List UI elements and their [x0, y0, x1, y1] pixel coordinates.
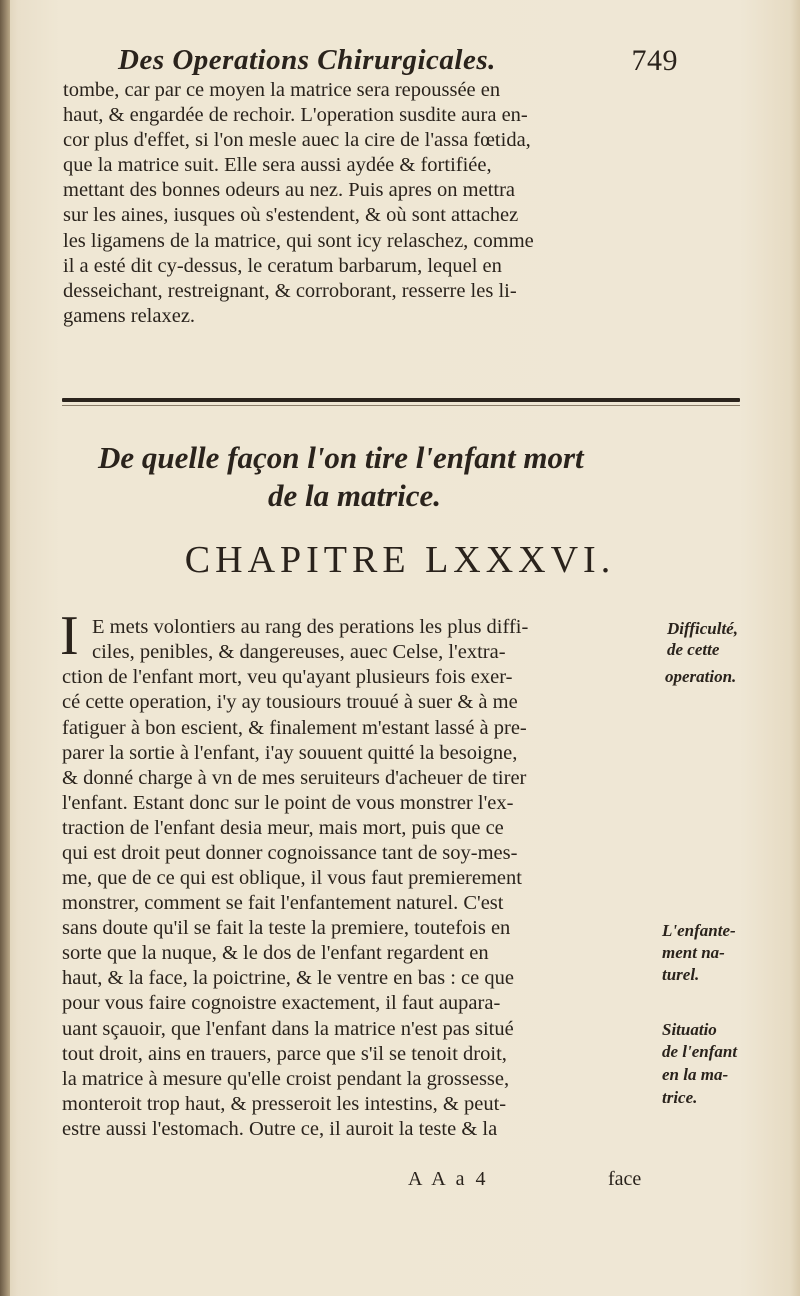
text-line: cor plus d'effet, si l'on mesle auec la cire de l'assa fœtida, [63, 129, 531, 151]
margin-note-line: Situatio [662, 1020, 717, 1039]
margin-note-line: de cette [667, 640, 720, 659]
text-line: fatiguer à bon escient, & finalement m'estant lassé à pre- [62, 717, 527, 739]
text-line: mettant des bonnes odeurs au nez. Puis apres on mettra [63, 179, 516, 201]
text-line: tout droit, ains en trauers, parce que s'il se tenoit droit, [62, 1043, 507, 1065]
book-spine-shadow [0, 0, 10, 1296]
margin-note-line: turel. [662, 965, 700, 984]
margin-note-line: de l'enfant [662, 1042, 738, 1061]
running-header [118, 44, 678, 80]
text-line: uant sçauoir, que l'enfant dans la matrice n'est pas situé [62, 1018, 514, 1040]
text-line: parer la sortie à l'enfant, i'ay souuent quitté la besoigne, [62, 742, 518, 764]
text-line: qui est droit peut donner cognoissance tant de soy-mes- [62, 842, 518, 864]
section-title-line-1: De quelle façon l'on tire l'enfant mort [98, 440, 584, 475]
text-line: monteroit trop haut, & presseroit les intestins, & peut- [62, 1093, 507, 1115]
text-line: me, que de ce qui est oblique, il vous faut premierement [62, 867, 522, 889]
margin-note-line: L'enfante- [662, 921, 736, 940]
text-line: l'enfant. Estant donc sur le point de vous monstrer l'ex- [62, 792, 514, 814]
section-title-line-2: de la matrice. [268, 478, 442, 513]
margin-note-line: ment na- [662, 943, 725, 962]
catchword: face [608, 1168, 642, 1190]
text-line: E mets volontiers au rang des perations les plus diffi- [92, 616, 529, 638]
margin-note-line: Difficulté, [667, 619, 738, 638]
section-divider-rule [62, 398, 740, 402]
margin-note-line: trice. [662, 1088, 698, 1107]
text-line: ction de l'enfant mort, veu qu'ayant plusieurs fois exer- [62, 666, 513, 688]
text-line: estre aussi l'estomach. Outre ce, il auroit la teste & la [62, 1118, 498, 1140]
text-line: & donné charge à vn de mes seruiteurs d'acheuer de tirer [62, 767, 527, 789]
text-line: les ligamens de la matrice, qui sont icy relaschez, comme [63, 230, 534, 252]
text-line: haut, & engardée de rechoir. L'operation susdite aura en- [63, 104, 528, 126]
text-line: il a esté dit cy-dessus, le ceratum barbarum, lequel en [63, 255, 502, 277]
text-line: tombe, car par ce moyen la matrice sera repoussée en [63, 79, 501, 101]
section-divider-hairline [62, 405, 740, 406]
text-line: sur les aines, iusques où s'estendent, & où sont attachez [63, 204, 519, 226]
drop-capital: I [60, 605, 79, 667]
text-line: haut, & la face, la poictrine, & le ventre en bas : ce que [62, 967, 514, 989]
text-line: pour vous faire cognoistre exactement, il faut aupara- [62, 992, 501, 1014]
text-line: que la matrice suit. Elle sera aussi aydée & fortifiée, [63, 154, 492, 176]
text-line: cé cette operation, i'y ay tousiours trouué à suer & à me [62, 691, 518, 713]
text-line: traction de l'enfant desia meur, mais mort, puis que ce [62, 817, 504, 839]
text-line: desseichant, restreignant, & corroborant, resserre les li- [63, 280, 517, 302]
printer-signature-mark: A A a 4 [408, 1168, 489, 1190]
running-title: Des Operations Chirurgicales. [118, 44, 496, 76]
chapter-heading: CHAPITRE LXXXVI. [184, 539, 616, 581]
margin-note-line: operation. [665, 667, 737, 686]
margin-note-line: en la ma- [662, 1065, 729, 1084]
text-line: la matrice à mesure qu'elle croist pendant la grossesse, [62, 1068, 510, 1090]
text-line: ciles, penibles, & dangereuses, auec Celse, l'extra- [92, 641, 506, 663]
text-line: gamens relaxez. [63, 305, 196, 327]
text-line: monstrer, comment se fait l'enfantement naturel. C'est [62, 892, 504, 914]
text-line: sorte que la nuque, & le dos de l'enfant regardent en [62, 942, 489, 964]
page-number: 749 [631, 44, 678, 77]
text-line: sans doute qu'il se fait la teste la premiere, toutefois en [62, 917, 511, 939]
